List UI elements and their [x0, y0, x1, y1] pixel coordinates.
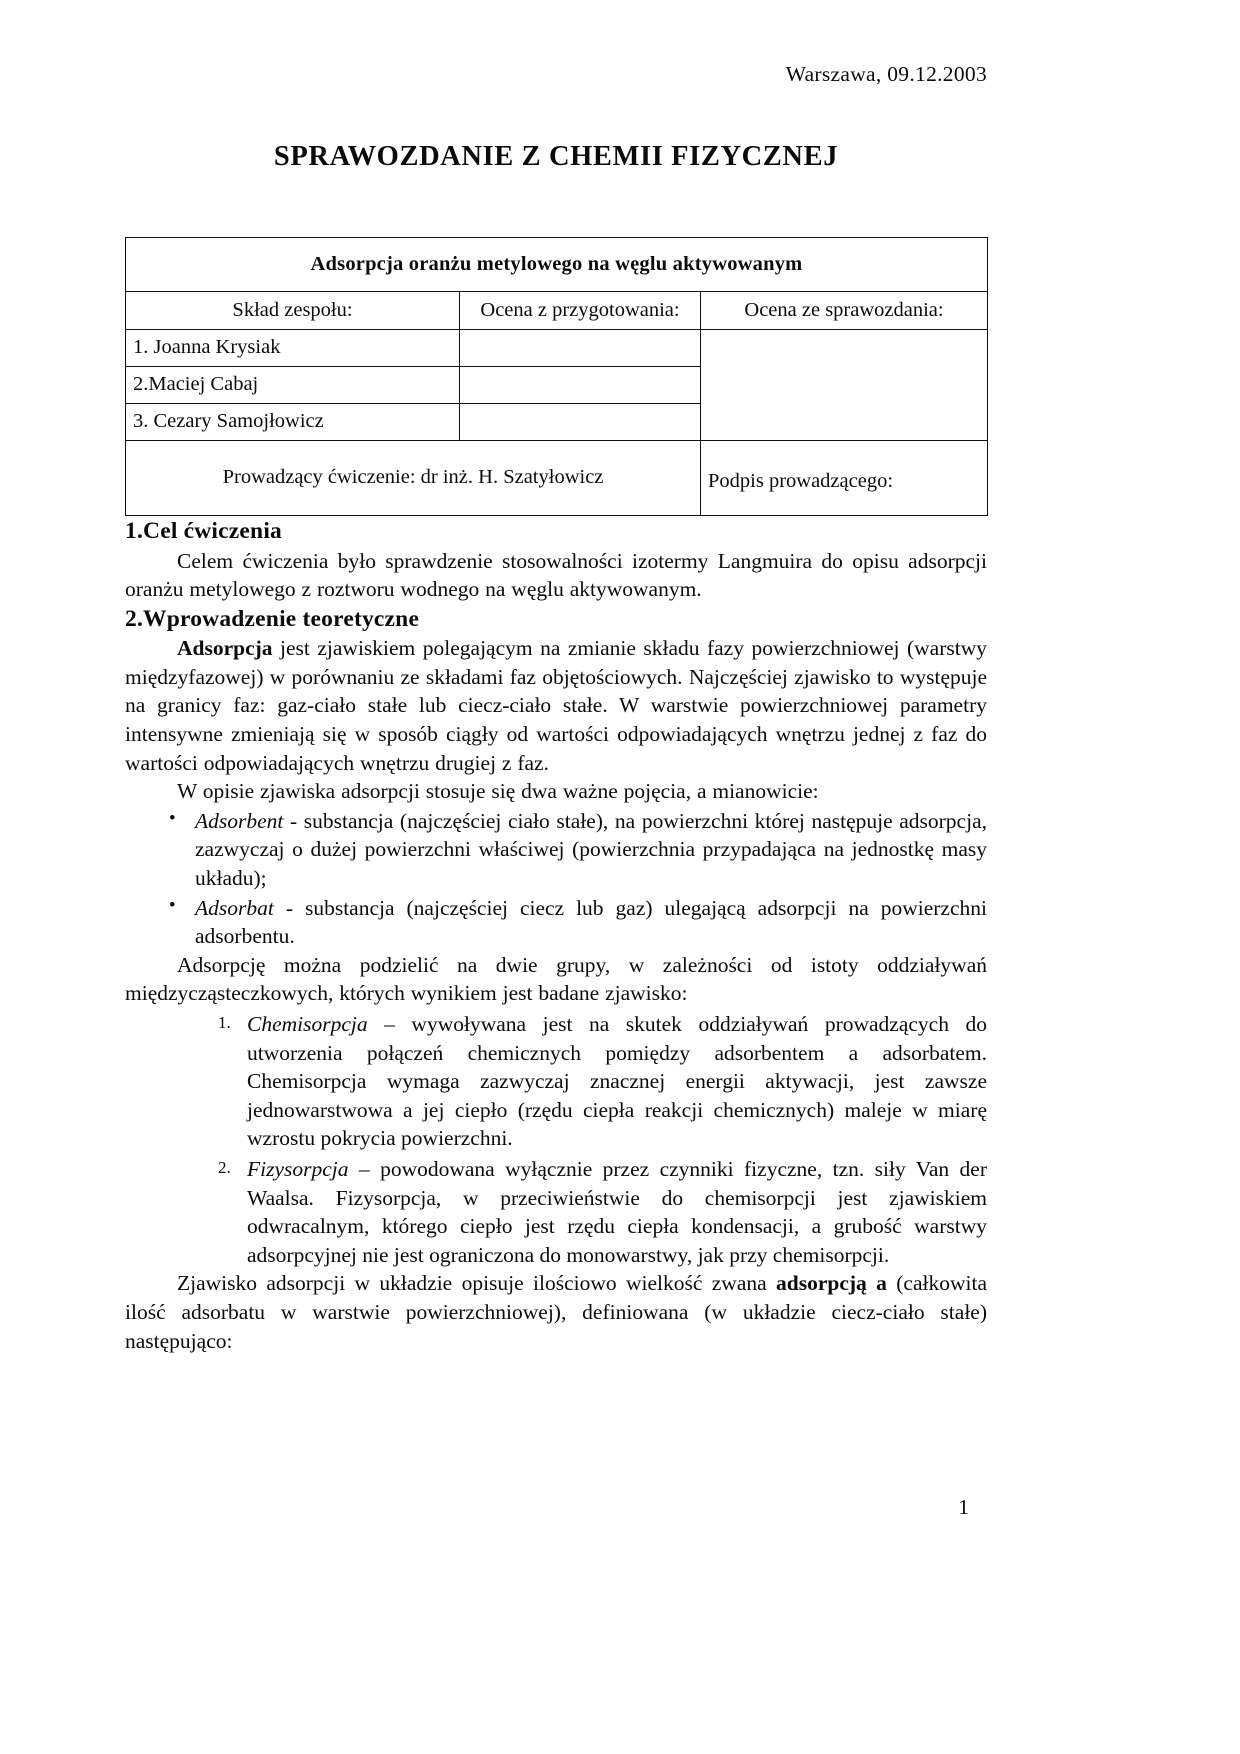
report-grade-cell [701, 329, 988, 440]
table-row-experiment-title [126, 237, 988, 291]
table-row-member-1 [126, 329, 988, 366]
paragraph-4-part-a: Zjawisko adsorpcji w układzie opisuje ilościowo wielkość zwana [177, 1271, 777, 1296]
document-content [125, 0, 987, 1355]
term-adsorpcja: Adsorpcja [177, 636, 273, 661]
table-row-instructor [126, 440, 988, 515]
page-footer [125, 1480, 987, 1520]
member-name-3: 3. Cezary Samojłowicz [126, 403, 460, 440]
term-chemisorpcja: Chemisorpcja [247, 1011, 368, 1036]
prep-grade-2 [460, 366, 701, 403]
prep-grade-3 [460, 403, 701, 440]
section-2-paragraph-4 [125, 1269, 987, 1355]
column-header-prep-grade: Ocena z przygotowania: [460, 291, 701, 329]
section-1-paragraph: Celem ćwiczenia było sprawdzenie stosowalności izotermy Langmuira do opisu adsorpcji oranżu metylowego z roztworu wodnego na węglu aktywowanym. [125, 548, 987, 602]
column-header-team: Skład zespołu: [126, 291, 460, 329]
list-item [125, 1010, 987, 1153]
member-name-1: 1. Joanna Krysiak [126, 329, 460, 366]
adsorption-types-list [125, 1010, 987, 1269]
term-fizysorpcja: Fizysorpcja [247, 1156, 349, 1181]
section-2-paragraph-1 [125, 634, 987, 777]
paragraph-4-part-b: (całkowita ilość adsorbatu w warstwie powierzchniowej), definiowana (w układzie ciecz-ciało stałe) następująco: [125, 1271, 987, 1353]
section-heading-1: 1.Cel ćwiczenia [125, 517, 283, 544]
numbered-1-rest: – powodowana wyłącznie przez czynniki fizyczne, tzn. siły Van der Waalsa. Fizysorpcja, w przeciwieństwie do chemisorpcji jest zjawiskiem odwracalnym, którego ciepło jest rzędu ciepła kondensacji, a grubość warstwy adsorpcyjnej nie jest ograniczona do monowarstwy, jak przy chemisorpcji. [247, 1156, 987, 1267]
term-adsorbat: Adsorbat [195, 895, 274, 920]
signature-cell: Podpis prowadzącego: [701, 440, 988, 515]
list-item [125, 807, 987, 893]
column-header-report-grade: Ocena ze sprawozdania: [701, 291, 988, 329]
term-adsorpcja-a: adsorpcją a [776, 1271, 887, 1296]
section-2-paragraph-3: Adsorpcję można podzielić na dwie grupy, w zależności od istoty oddziaływań międzycząsteczkowych, których wynikiem jest badane zjawisko: [125, 952, 987, 1006]
list-item [125, 894, 987, 951]
member-name-2: 2.Maciej Cabaj [126, 366, 460, 403]
prep-grade-1 [460, 329, 701, 366]
section-2-paragraph-2: W opisie zjawiska adsorpcji stosuje się dwa ważne pojęcia, a mianowicie: [177, 779, 819, 804]
table-row-column-headers [126, 291, 988, 329]
date-line: Warszawa, 09.12.2003 [785, 62, 987, 86]
numbered-0-rest: – wywoływana jest na skutek oddziaływań prowadzących do utworzenia połączeń chemicznych pomiędzy adsorbentem a adsorbatem. Chemisorpcja wymaga zazwyczaj znacznej energii aktywacji, jest zawsze jednowarstwowa a jej ciepło (rzędu ciepła reakcji chemicznych) maleje w miarę wzrostu pokrycia powierzchni. [247, 1011, 987, 1151]
section-heading-2: 2.Wprowadzenie teoretyczne [125, 605, 420, 632]
page-number: 1 [958, 1495, 969, 1519]
instructor-cell: Prowadzący ćwiczenie: dr inż. H. Szatyłowicz [126, 440, 701, 515]
bullet-0-rest: - substancja (najczęściej ciało stałe), na powierzchni której następuje adsorpcja, zazwyczaj o dużej powierzchni właściwej (powierzchnia przypadająca na jednostkę masy układu); [195, 808, 987, 891]
experiment-title-cell: Adsorpcja oranżu metylowego na węglu aktywowanym [126, 237, 988, 291]
definitions-bullet-list [125, 807, 987, 951]
term-adsorbent: Adsorbent [195, 808, 284, 833]
report-info-table [125, 237, 988, 516]
document-title: SPRAWOZDANIE Z CHEMII FIZYCZNEJ [273, 140, 839, 172]
bullet-1-rest: - substancja (najczęściej ciecz lub gaz) ulegającą adsorpcji na powierzchni adsorbentu. [195, 895, 987, 949]
section-2-paragraph-1-rest: jest zjawiskiem polegającym na zmianie składu fazy powierzchniowej (warstwy międzyfazowej) w porównaniu ze składami faz objętościowych. Najczęściej zjawisko to występuje na granicy faz: gaz-ciało stałe lub ciecz-ciało stałe. W warstwie powierzchniowej parametry intensywne zmieniają się w sposób ciągły od wartości odpowiadających wnętrzu jednej z faz do wartości odpowiadających wnętrzu drugiej z faz. [125, 636, 987, 775]
list-item [125, 1155, 987, 1269]
